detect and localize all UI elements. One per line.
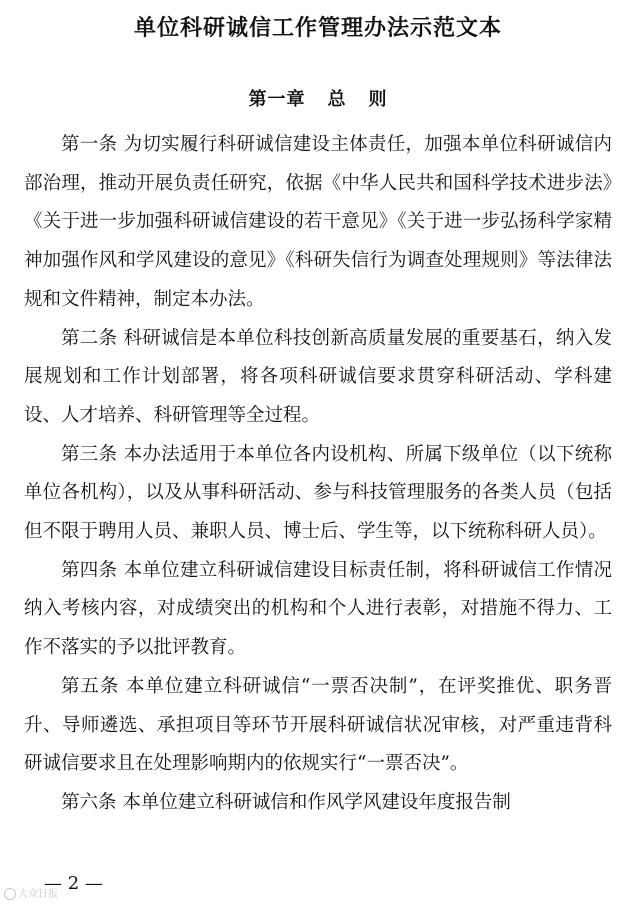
article-4: 第四条 本单位建立科研诚信建设目标责任制，将科研诚信工作情况纳入考核内容，对成绩突出的机构和个人进行表彰，对措施不得力、工作不落实的予以批评教育。 [24,559,612,659]
chapter-name-part-1: 总 [327,89,347,110]
article-5: 第五条 本单位建立科研诚信“一票否决制”，在评奖推优、职务晋升、导师遴选、承担项目等环节开展科研诚信状况审核，对严重违背科研诚信要求且在处理影响期内的依规实行“一票否决”。 [24,675,612,775]
document-title: 单位科研诚信工作管理办法示范文本 [133,16,502,41]
watermark [4,888,58,902]
chapter-name-part-2: 则 [368,89,388,110]
article-3: 第三条 本办法适用于本单位各内设机构、所属下级单位（以下统称单位各机构），以及从事科研活动、参与科技管理服务的各类人员（包括但不限于聘用人员、兼职人员、博士后、学生等，以下统称科研人员）。 [24,443,612,543]
document-body [24,126,612,823]
article-2: 第二条 科研诚信是本单位科技创新高质量发展的重要基石，纳入发展规划和工作计划部署，将各项科研诚信要求贯穿科研活动、学科建设、人才培养、科研管理等全过程。 [24,327,612,426]
watermark-logo-icon [4,888,16,900]
page-number: — 2 — [44,873,103,894]
article-6: 第六条 本单位建立科研诚信和作风学风建设年度报告制 [61,791,511,813]
chapter-number: 第一章 [248,89,306,110]
article-1: 第一条 为切实履行科研诚信建设主体责任，加强本单位科研诚信内部治理，推动开展负责任研究，依据《中华人民共和国科学技术进步法》《关于进一步加强科研诚信建设的若干意见》《关于进一步弘扬科学家精神加强作风和学风建设的意见》《科研失信行为调查处理规则》等法律法规和文件精神，制定本办法。 [24,134,612,310]
watermark-text: 大众日报 [18,889,58,900]
chapter-heading [0,87,636,113]
